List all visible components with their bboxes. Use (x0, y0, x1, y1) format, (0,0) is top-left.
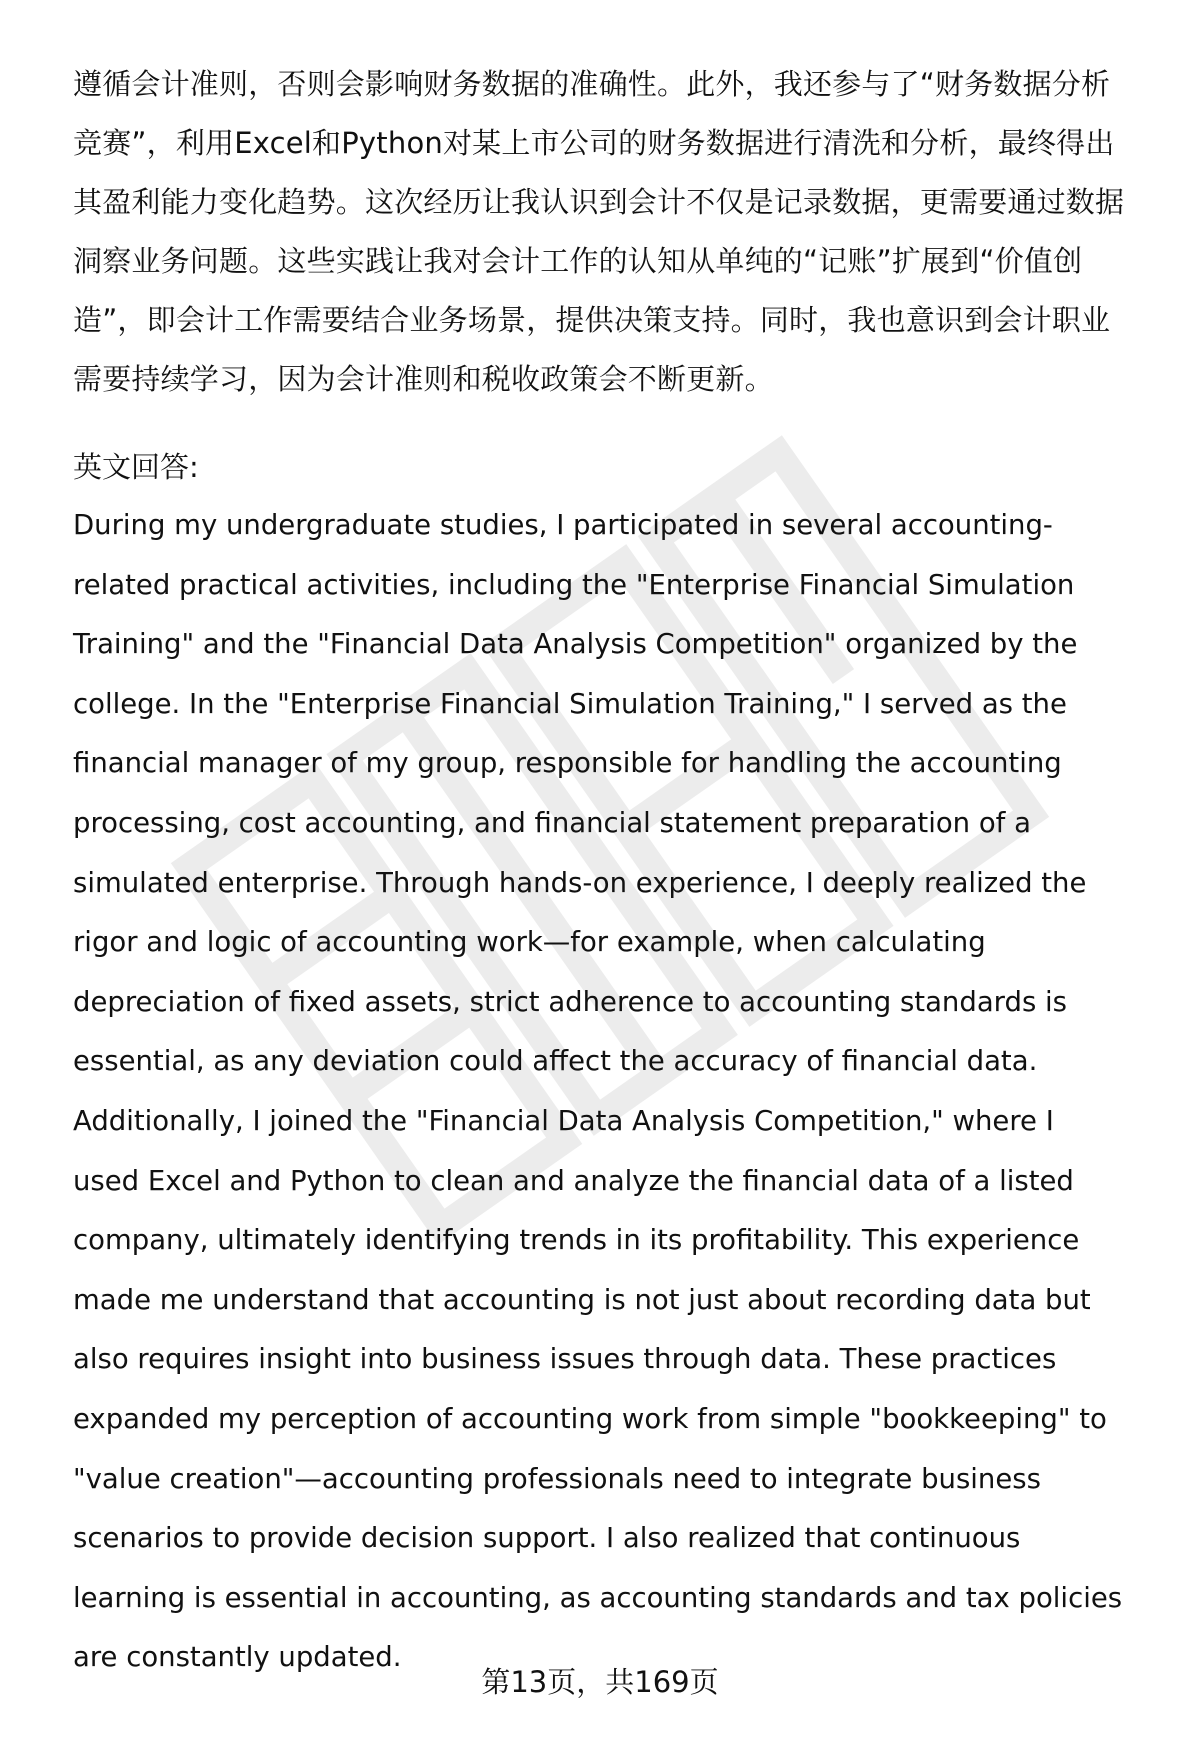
chinese-paragraph: 遵循会计准则，否则会影响财务数据的准确性。此外，我还参与了“财务数据分析 竞赛”，利用Excel和Python对某上市公司的财务数据进行清洗和分析，最终得出 其盈利能力变化趋势。这次经历让我认识到会计不仅是记录数据，更需要通过数据 洞察业务问题。这些实践让我对会计工作的认知从单纯的“记账”扩展到“价值创 造”，即会计工作需要结合业务场景，提供决策支持。同时，我也意识到会计职业 需要持续学习，因为会计准则和税收政策会不断更新。 (73, 67, 1125, 396)
english-answer-paragraph: During my undergraduate studies, I participated in several accounting- related practical activities, including the "Enterprise Financial Simulation Training" and the "Financial Data Analysis Competition" organized by the college. In the "Enterprise Financial Simulation Training," I served as the financial manager of my group, responsible for handling the accounting processing, cost accounting, and financial statement preparation of a simulated enterprise. Through hands-on experience, I deeply realized the rigor and logic of accounting work—for example, when calculating depreciation of fixed assets, strict adherence to accounting standards is essential, as any deviation could affect the accuracy of financial data. Additionally, I joined the "Financial Data Analysis Competition," where I used Excel and Python to clean and analyze the financial data of a listed company, ultimately identifying trends in its profitability. This experience made me understand that accounting is not just about recording data but also requires insight into business issues through data. These practices expanded my perception of accounting work from simple "bookkeeping" to "value creation"—accounting professionals need to integrate business scenarios to provide decision support. I also realized that continuous learning is essential in accounting, as accounting standards and tax policies are constantly updated. (73, 509, 1123, 1674)
english-answer-label: 英文回答: (73, 450, 199, 484)
page-number-footer: 第13页，共169页 (481, 1665, 719, 1699)
